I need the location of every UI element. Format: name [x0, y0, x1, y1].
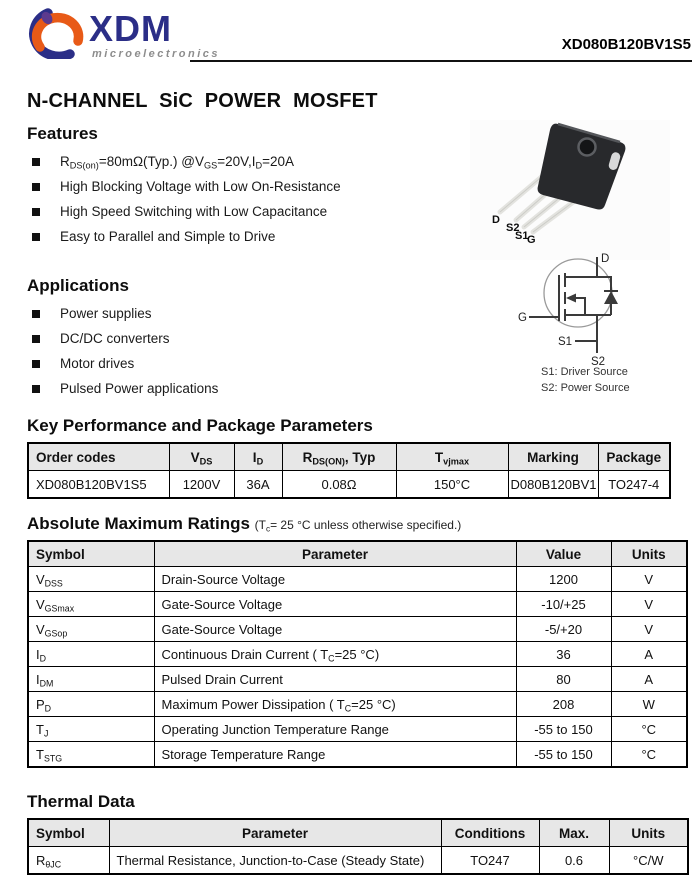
- list-item: [27, 306, 457, 321]
- list-item: [27, 154, 457, 169]
- column-header: $R_{DS(ON)}$, Typ: [282, 443, 396, 471]
- table-row: [28, 471, 670, 499]
- table-row: [28, 847, 688, 875]
- symbol-cell: $V_{GSmax}$: [28, 592, 154, 617]
- marking-cell: D080B120BV1: [508, 471, 598, 499]
- symbol-cell: $I_D$: [28, 642, 154, 667]
- table-row: [28, 692, 687, 717]
- pin-label-s1: S1: [515, 230, 529, 242]
- feature-text: $R_{DS(on)}=80m\Omega(Typ.)$ $@V_{GS}=20V,I_D=20A$: [60, 154, 294, 171]
- table-header-row: [28, 541, 687, 567]
- column-header: $T_{vjmax}$: [396, 443, 508, 471]
- column-header: Package: [598, 443, 670, 471]
- value-cell: 208: [516, 692, 611, 717]
- bullet-square-icon: [32, 360, 40, 368]
- symbol-cell: $T_J$: [28, 717, 154, 742]
- value-cell: 80: [516, 667, 611, 692]
- units-cell: V: [611, 617, 687, 642]
- symbol-cell: $V_{GSop}$: [28, 617, 154, 642]
- features-heading: Features: [27, 124, 98, 143]
- symbol-cell: $I_{DM}$: [28, 667, 154, 692]
- parameter-cell: Storage Temperature Range: [154, 742, 516, 768]
- parameter-cell: Operating Junction Temperature Range: [154, 717, 516, 742]
- table-row: [28, 642, 687, 667]
- rdson-cell: 0.08Ω: [282, 471, 396, 499]
- table-row: [28, 667, 687, 692]
- column-header: Units: [609, 819, 688, 847]
- thermal-table: [27, 818, 689, 875]
- column-header: Parameter: [109, 819, 441, 847]
- list-item: [27, 179, 457, 194]
- id-cell: 36A: [234, 471, 282, 499]
- column-header: Symbol: [28, 819, 109, 847]
- mounting-hole: [579, 139, 596, 156]
- abs-max-table: [27, 540, 688, 768]
- pin-label-s2: S2: [506, 222, 520, 234]
- conditions-cell: TO247: [441, 847, 539, 875]
- value-cell: 1200: [516, 567, 611, 592]
- feature-text: Easy to Parallel and Simple to Drive: [60, 229, 276, 244]
- column-header: $V_{DS}$: [169, 443, 234, 471]
- bullet-square-icon: [32, 335, 40, 343]
- applications-list: [27, 306, 457, 396]
- part-number: XD080B120BV1S5: [561, 36, 691, 53]
- list-item: [27, 331, 457, 346]
- units-cell: °C: [611, 717, 687, 742]
- table-header-row: [28, 819, 688, 847]
- column-header: $I_D$: [234, 443, 282, 471]
- vds-cell: 1200V: [169, 471, 234, 499]
- application-text: DC/DC converters: [60, 331, 170, 346]
- symbol-note-s1: S1: Driver Source: [541, 366, 628, 378]
- column-header: Parameter: [154, 541, 516, 567]
- table-row: [28, 592, 687, 617]
- parameter-cell: Drain-Source Voltage: [154, 567, 516, 592]
- column-header: Symbol: [28, 541, 154, 567]
- tvjmax-cell: 150°C: [396, 471, 508, 499]
- parameter-cell: Thermal Resistance, Junction-to-Case (Steady State): [109, 847, 441, 875]
- page-title: N-CHANNEL SiC POWER MOSFET: [27, 90, 378, 112]
- bullet-square-icon: [32, 310, 40, 318]
- table-row: [28, 717, 687, 742]
- xdm-logo-icon: [26, 5, 86, 64]
- pin-label-d: D: [492, 214, 500, 226]
- units-cell: A: [611, 642, 687, 667]
- package-cell: TO247-4: [598, 471, 670, 499]
- parameter-cell: Gate-Source Voltage: [154, 617, 516, 642]
- list-item: [27, 204, 457, 219]
- parameter-cell: Pulsed Drain Current: [154, 667, 516, 692]
- terminal-label-gate: G: [518, 312, 527, 324]
- thermal-heading: Thermal Data: [27, 792, 135, 811]
- table-row: [28, 742, 687, 768]
- application-text: Motor drives: [60, 356, 135, 371]
- mosfet-symbol-diagram: [515, 251, 695, 406]
- bullet-square-icon: [32, 158, 40, 166]
- abs-max-note: ($T_c= 25$ °C unless otherwise specified.): [254, 518, 462, 534]
- units-cell: °C: [611, 742, 687, 768]
- value-cell: -10/+25: [516, 592, 611, 617]
- symbol-cell: $T_{STG}$: [28, 742, 154, 768]
- column-header: Conditions: [441, 819, 539, 847]
- applications-heading: Applications: [27, 276, 130, 295]
- terminal-label-s1: S1: [558, 336, 573, 348]
- column-header: Value: [516, 541, 611, 567]
- table-row: [28, 617, 687, 642]
- header-rule: [190, 60, 692, 62]
- column-header: Units: [611, 541, 687, 567]
- bullet-square-icon: [32, 385, 40, 393]
- symbol-cell: $P_D$: [28, 692, 154, 717]
- value-cell: -5/+20: [516, 617, 611, 642]
- symbol-note-s2: S2: Power Source: [541, 382, 630, 394]
- pin-label-g: G: [527, 234, 536, 246]
- column-header: Marking: [508, 443, 598, 471]
- units-cell: V: [611, 567, 687, 592]
- abs-max-heading: [27, 514, 461, 534]
- list-item: [27, 229, 457, 244]
- symbol-cell: $R_{\theta JC}$: [28, 847, 109, 875]
- table-header-row: [28, 443, 670, 471]
- parameter-cell: Gate-Source Voltage: [154, 592, 516, 617]
- max-cell: 0.6: [539, 847, 609, 875]
- parameter-cell: Maximum Power Dissipation ( $T_C=25$ °C): [154, 692, 516, 717]
- bullet-square-icon: [32, 183, 40, 191]
- order-code-cell: XD080B120BV1S5: [28, 471, 169, 499]
- abs-max-heading-text: Absolute Maximum Ratings: [27, 514, 250, 533]
- feature-text: High Blocking Voltage with Low On-Resistance: [60, 179, 341, 194]
- parameter-cell: Continuous Drain Current ( $T_C=25$ °C): [154, 642, 516, 667]
- features-list: [27, 154, 457, 244]
- table-row: [28, 567, 687, 592]
- units-cell: °C/W: [609, 847, 688, 875]
- units-cell: A: [611, 667, 687, 692]
- list-item: [27, 381, 457, 396]
- list-item: [27, 356, 457, 371]
- bullet-square-icon: [32, 208, 40, 216]
- column-header: Order codes: [28, 443, 169, 471]
- applications-section: [27, 276, 457, 406]
- package-photo: [470, 120, 670, 265]
- brand-tagline: microelectronics: [92, 48, 221, 60]
- value-cell: 36: [516, 642, 611, 667]
- terminal-label-s2: S2: [591, 356, 606, 368]
- symbol-cell: $V_{DSS}$: [28, 567, 154, 592]
- bullet-square-icon: [32, 233, 40, 241]
- value-cell: -55 to 150: [516, 717, 611, 742]
- units-cell: V: [611, 592, 687, 617]
- application-text: Power supplies: [60, 306, 152, 321]
- units-cell: W: [611, 692, 687, 717]
- features-section: [27, 124, 457, 254]
- key-parameters-heading: Key Performance and Package Parameters: [27, 416, 373, 435]
- key-parameters-table: [27, 442, 671, 499]
- feature-text: High Speed Switching with Low Capacitance: [60, 204, 328, 219]
- value-cell: -55 to 150: [516, 742, 611, 768]
- column-header: Max.: [539, 819, 609, 847]
- terminal-label-drain: D: [601, 253, 610, 265]
- application-text: Pulsed Power applications: [60, 381, 219, 396]
- brand-name: XDM: [89, 8, 172, 49]
